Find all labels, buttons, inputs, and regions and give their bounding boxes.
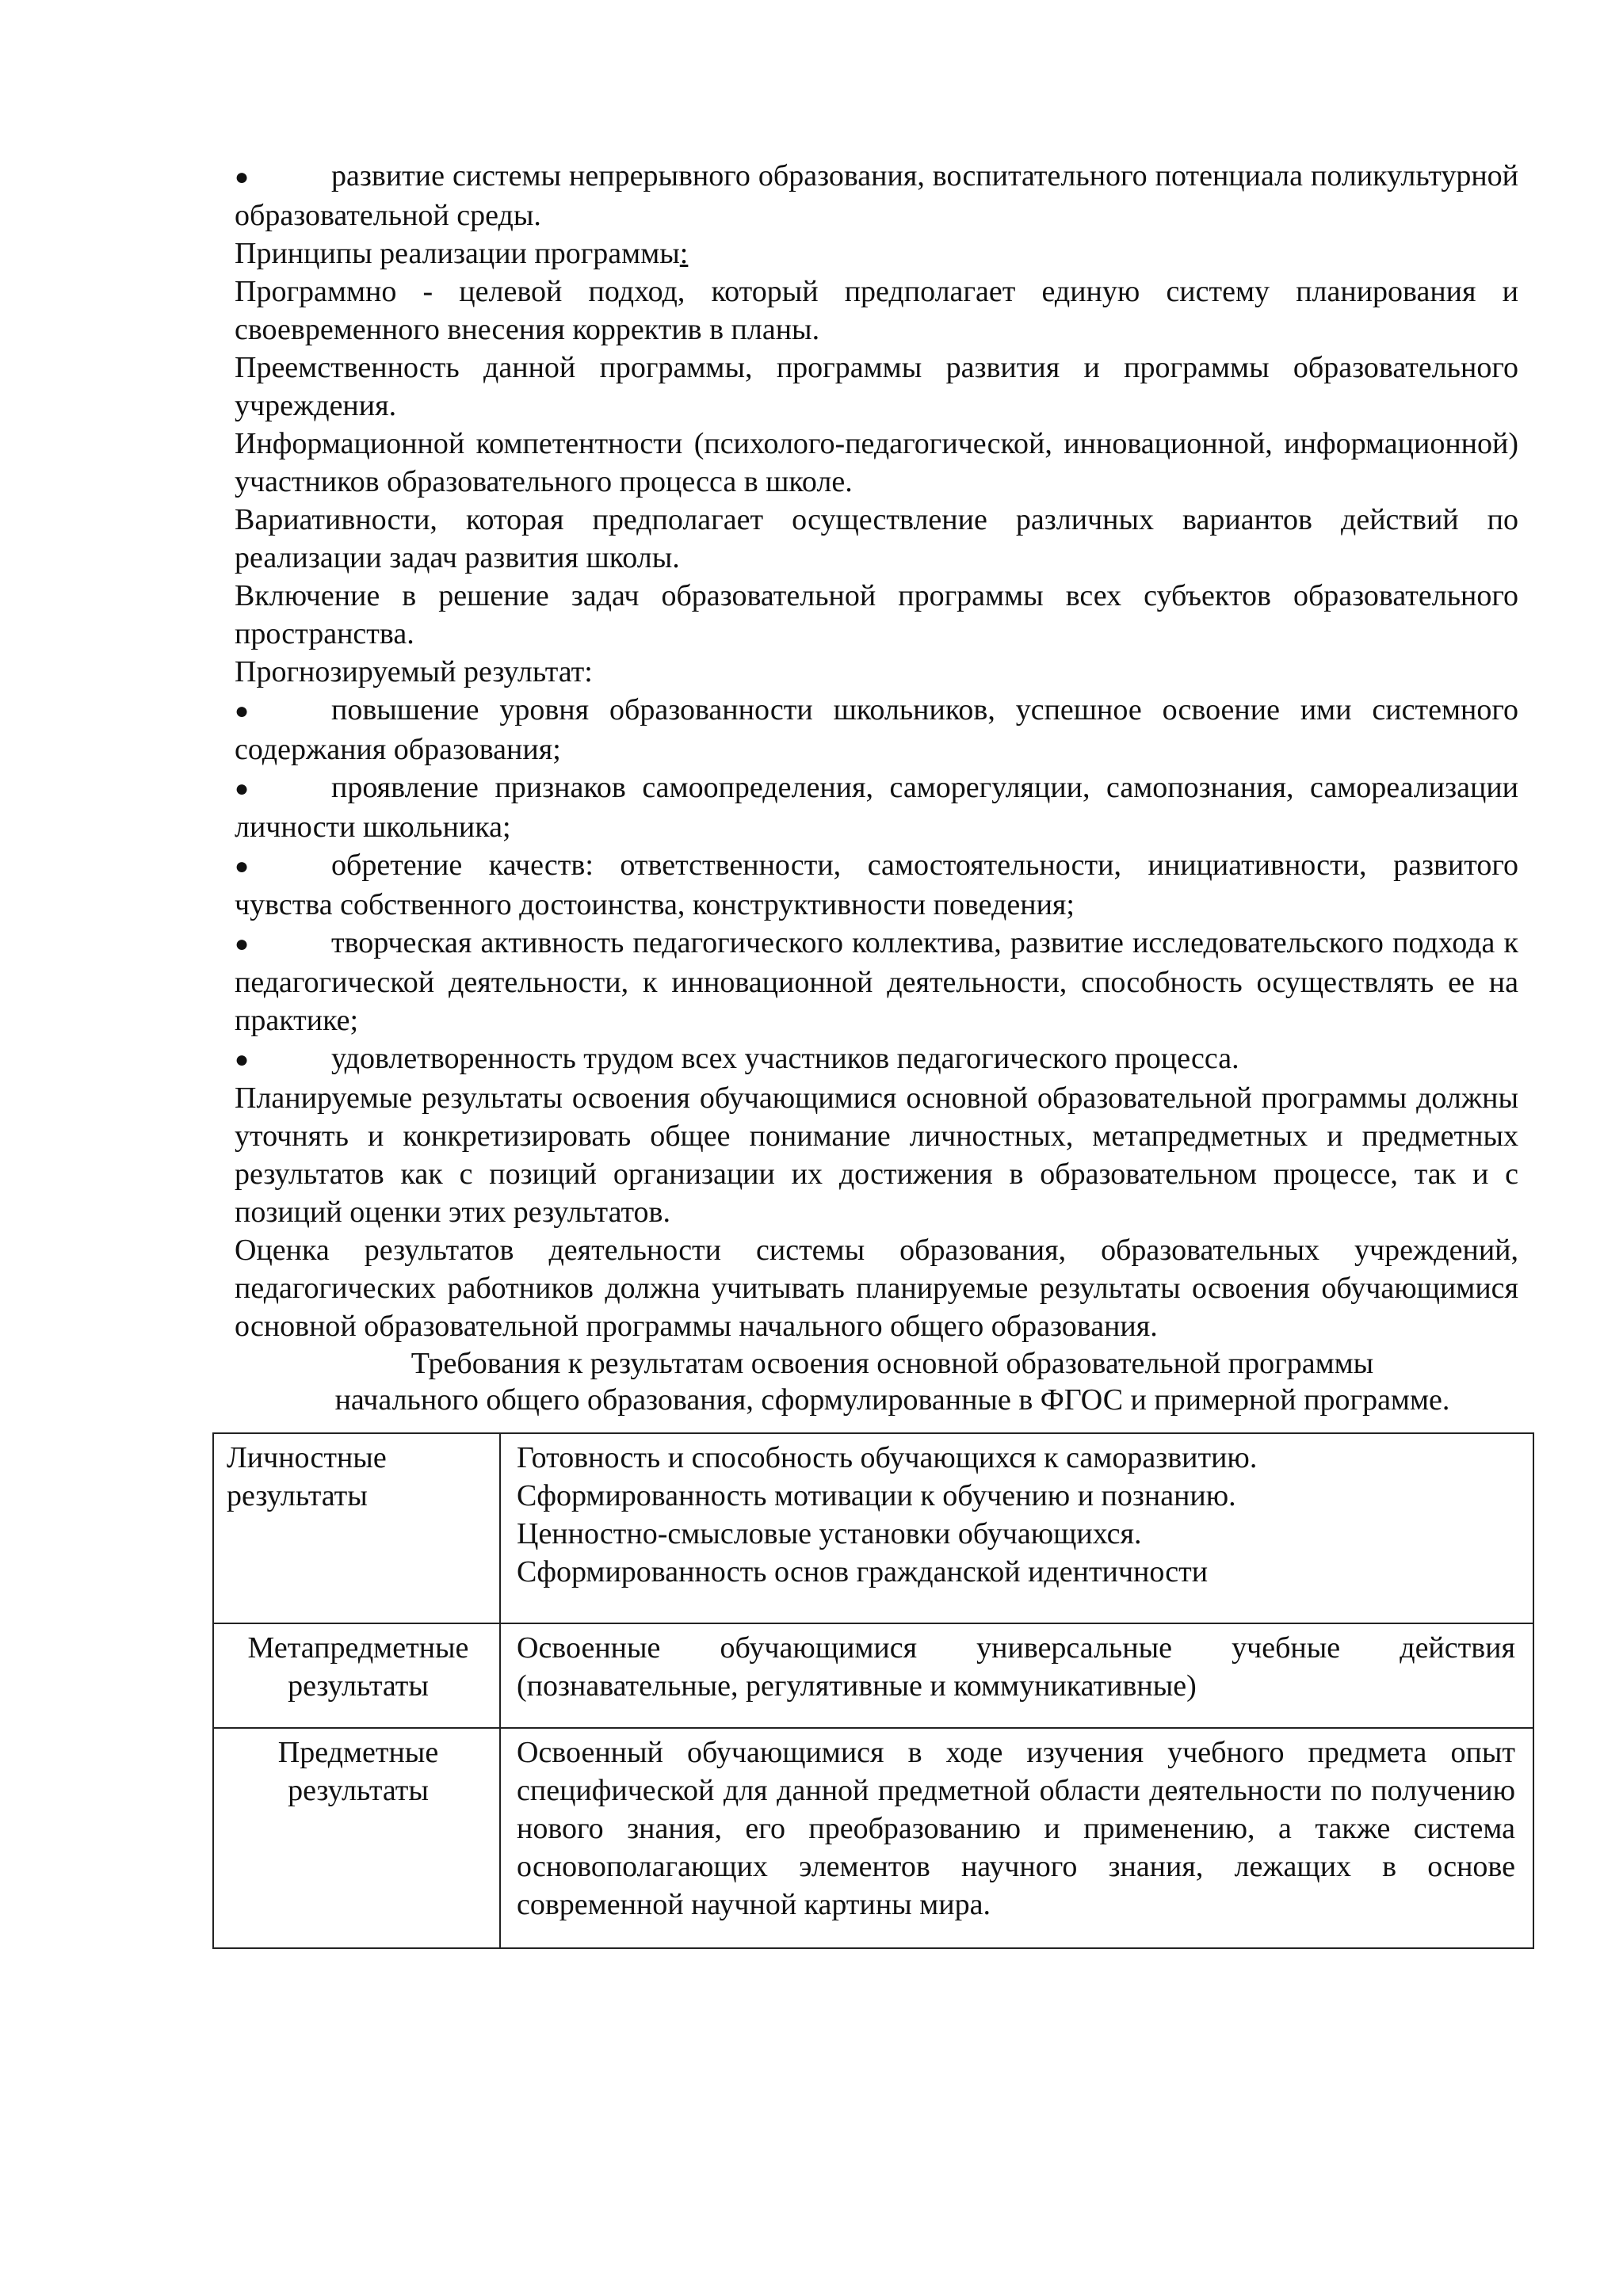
bullet-icon: ● bbox=[235, 853, 250, 879]
description-line: Освоенные обучающимися универсальные учебные действия (познавательные, регулятивные и коммуникативные) bbox=[517, 1631, 1515, 1703]
principle-paragraph bbox=[235, 349, 1518, 425]
paragraph-text: Оценка результатов деятельности системы образования, образовательных учреждений, педагогических работников должна учитывать планируемые результаты освоения обучающимися основной образовательной программы начального общего образования. bbox=[235, 1234, 1518, 1343]
description-line: Сформированность мотивации к обучению и познанию. bbox=[517, 1479, 1236, 1512]
paragraph-text: Информационной компетентности (психолого-педагогической, инновационной, информационной) участников образовательного процесса в школе. bbox=[235, 427, 1518, 498]
paragraph-text: творческая активность педагогического коллектива, развитие исследовательского подхода к педагогической деятельности, к инновационной деятельности, способность осуществлять ее на практике; bbox=[235, 926, 1518, 1037]
description-line: Освоенный обучающимися в ходе изучения учебного предмета опыт специфической для данной предметной области деятельности по получению нового знания, его преобразованию и применению, а также система основополагающих элементов научного знания, лежащих в основе современной научной картины мира. bbox=[517, 1736, 1515, 1921]
paragraph-text: повышение уровня образованности школьников, успешное освоение ими системного содержания образования; bbox=[235, 693, 1518, 766]
document-body bbox=[235, 157, 1518, 1418]
paragraph-text: проявление признаков самоопределения, саморегуляции, самопознания, самореализации личности школьника; bbox=[235, 771, 1518, 844]
principles-heading bbox=[235, 235, 1518, 273]
paragraph-text: Преемственность данной программы, программы развития и программы образовательного учреждения. bbox=[235, 351, 1518, 422]
row-label-personal: Личностные результаты bbox=[213, 1433, 500, 1623]
bullet-icon: ● bbox=[235, 931, 250, 957]
bullet-paragraph bbox=[235, 924, 1518, 1039]
row-description bbox=[500, 1623, 1533, 1728]
principle-paragraph bbox=[235, 577, 1518, 653]
description-line: Ценностно-смысловые установки обучающихся. bbox=[517, 1517, 1142, 1550]
description-line: Сформированность основ гражданской идентичности bbox=[517, 1555, 1209, 1589]
row-label-subject: Предметные результаты bbox=[213, 1728, 500, 1948]
paragraph-text: Программно - целевой подход, который предполагает единую систему планирования и своевременного внесения корректив в планы. bbox=[235, 275, 1518, 346]
bullet-icon: ● bbox=[235, 164, 250, 190]
table-row bbox=[213, 1623, 1533, 1728]
bullet-icon: ● bbox=[235, 1047, 250, 1073]
bullet-icon: ● bbox=[235, 776, 250, 802]
paragraph-text: Принципы реализации программы bbox=[235, 237, 680, 270]
paragraph-text: обретение качеств: ответственности, самостоятельности, инициативности, развитого чувства собственного достоинства, конструктивности поведения; bbox=[235, 849, 1518, 921]
results-table bbox=[212, 1432, 1534, 1949]
principle-paragraph bbox=[235, 501, 1518, 577]
row-label-metasubject: Метапредметные результаты bbox=[213, 1623, 500, 1728]
table-heading-line: начального общего образования, сформулированные в ФГОС и примерной программе. bbox=[334, 1383, 1450, 1417]
heading-colon: : bbox=[679, 237, 689, 270]
paragraph-text: Планируемые результаты освоения обучающимися основной образовательной программы должны уточнять и конкретизировать общее понимание личностных, метапредметных и предметных результатов как с позиций организации их достижения в образовательном процессе, так и с позиций оценки этих результатов. bbox=[235, 1081, 1518, 1229]
row-description bbox=[500, 1433, 1533, 1623]
paragraph-text: Прогнозируемый результат: bbox=[235, 655, 593, 688]
paragraph-text: развитие системы непрерывного образования, воспитательного потенциала поликультурной образовательной среды. bbox=[235, 159, 1518, 232]
expected-result-heading bbox=[235, 653, 1518, 691]
table-row bbox=[213, 1728, 1533, 1948]
description-line: Готовность и способность обучающихся к саморазвитию. bbox=[517, 1441, 1258, 1474]
bullet-paragraph bbox=[235, 846, 1518, 924]
body-paragraph bbox=[235, 1079, 1518, 1231]
paragraph-text: Включение в решение задач образовательной программы всех субъектов образовательного пространства. bbox=[235, 579, 1518, 650]
bullet-paragraph bbox=[235, 157, 1518, 235]
table-row bbox=[213, 1433, 1533, 1623]
table-heading-line: Требования к результатам освоения основной образовательной программы bbox=[411, 1347, 1374, 1380]
bullet-icon: ● bbox=[235, 698, 250, 724]
body-paragraph bbox=[235, 1231, 1518, 1345]
paragraph-text: Вариативности, которая предполагает осуществление различных вариантов действий по реализации задач развития школы. bbox=[235, 503, 1518, 574]
bullet-paragraph bbox=[235, 769, 1518, 846]
principle-paragraph bbox=[235, 425, 1518, 501]
bullet-paragraph bbox=[235, 691, 1518, 769]
row-description bbox=[500, 1728, 1533, 1948]
principle-paragraph bbox=[235, 273, 1518, 349]
paragraph-text: удовлетворенность трудом всех участников педагогического процесса. bbox=[331, 1042, 1239, 1075]
bullet-paragraph bbox=[235, 1039, 1518, 1079]
